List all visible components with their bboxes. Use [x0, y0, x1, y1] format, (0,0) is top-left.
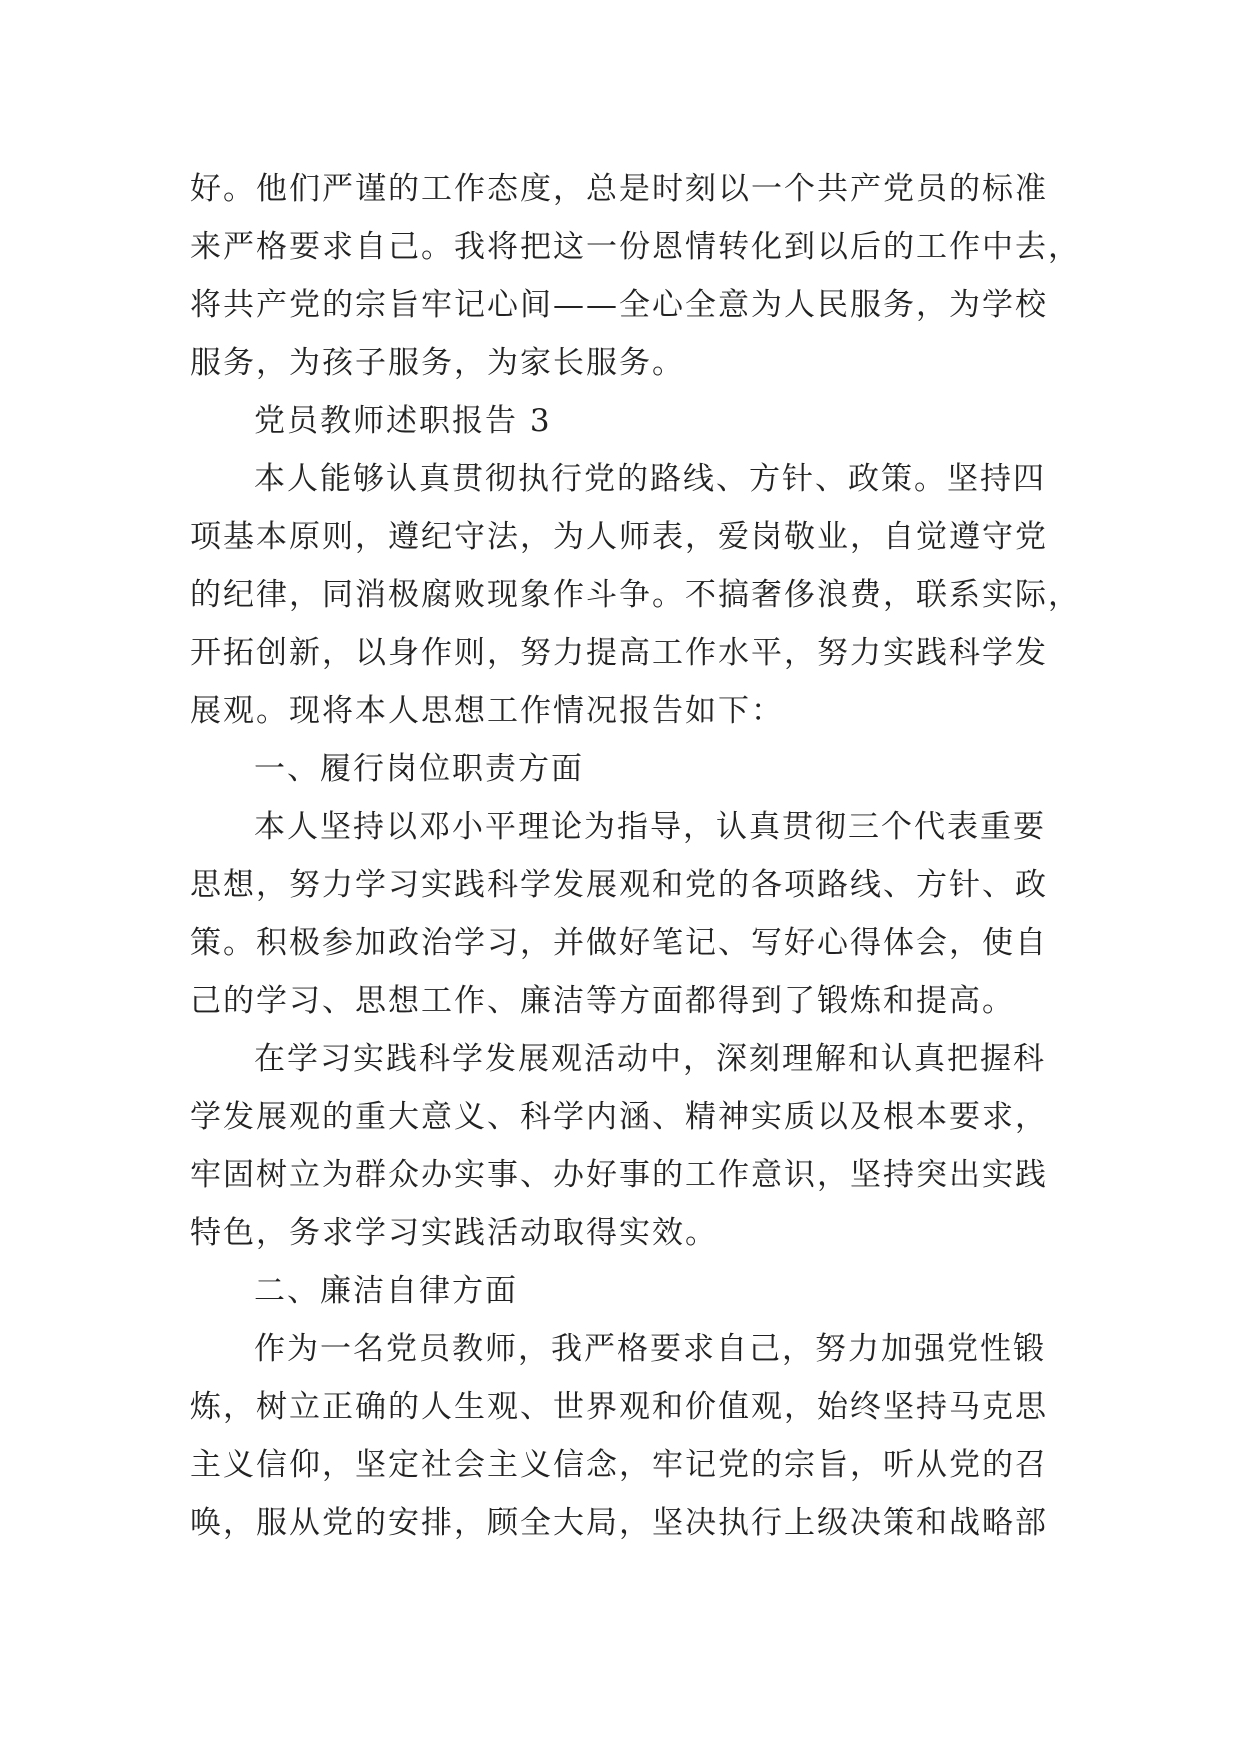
text-line: 思想，努力学习实践科学发展观和党的各项路线、方针、政: [190, 867, 1048, 903]
text-line: 服务，为孩子服务，为家长服务。: [190, 345, 685, 381]
text-line: 本人能够认真贯彻执行党的路线、方针、政策。坚持四: [254, 461, 1046, 497]
text-line: 好。他们严谨的工作态度，总是时刻以一个共产党员的标准: [190, 171, 1048, 207]
text-line: 己的学习、思想工作、廉洁等方面都得到了锻炼和提高。: [190, 983, 1015, 1019]
text-line: 的纪律，同消极腐败现象作斗争。不搞奢侈浪费，联系实际，: [190, 577, 1081, 613]
text-line: 牢固树立为群众办实事、办好事的工作意识，坚持突出实践: [190, 1157, 1048, 1193]
text-line: 项基本原则，遵纪守法，为人师表，爱岗敬业，自觉遵守党: [190, 519, 1048, 555]
text-line: 本人坚持以邓小平理论为指导，认真贯彻三个代表重要: [254, 809, 1046, 845]
section-heading: 二、廉洁自律方面: [254, 1273, 518, 1309]
text-line: 作为一名党员教师，我严格要求自己，努力加强党性锻: [254, 1331, 1046, 1367]
section-heading: 一、履行岗位职责方面: [254, 751, 584, 787]
text-line: 来严格要求自己。我将把这一份恩情转化到以后的工作中去，: [190, 229, 1081, 265]
text-line: 特色，务求学习实践活动取得实效。: [190, 1215, 718, 1251]
text-line: 策。积极参加政治学习，并做好笔记、写好心得体会，使自: [190, 925, 1048, 961]
text-line: 学发展观的重大意义、科学内涵、精神实质以及根本要求，: [190, 1099, 1048, 1135]
text-line: 主义信仰，坚定社会主义信念，牢记党的宗旨，听从党的召: [190, 1447, 1048, 1483]
document-body: [190, 160, 1090, 1552]
text-line: 开拓创新，以身作则，努力提高工作水平，努力实践科学发: [190, 635, 1048, 671]
report-heading: 党员教师述职报告 3: [254, 403, 552, 439]
text-line: 唤，服从党的安排，顾全大局，坚决执行上级决策和战略部: [190, 1505, 1048, 1541]
text-line: 炼，树立正确的人生观、世界观和价值观，始终坚持马克思: [190, 1389, 1048, 1425]
text-line: 在学习实践科学发展观活动中，深刻理解和认真把握科: [254, 1041, 1046, 1077]
text-line: 展观。现将本人思想工作情况报告如下：: [190, 693, 784, 729]
text-line: 将共产党的宗旨牢记心间——全心全意为人民服务，为学校: [190, 287, 1048, 323]
